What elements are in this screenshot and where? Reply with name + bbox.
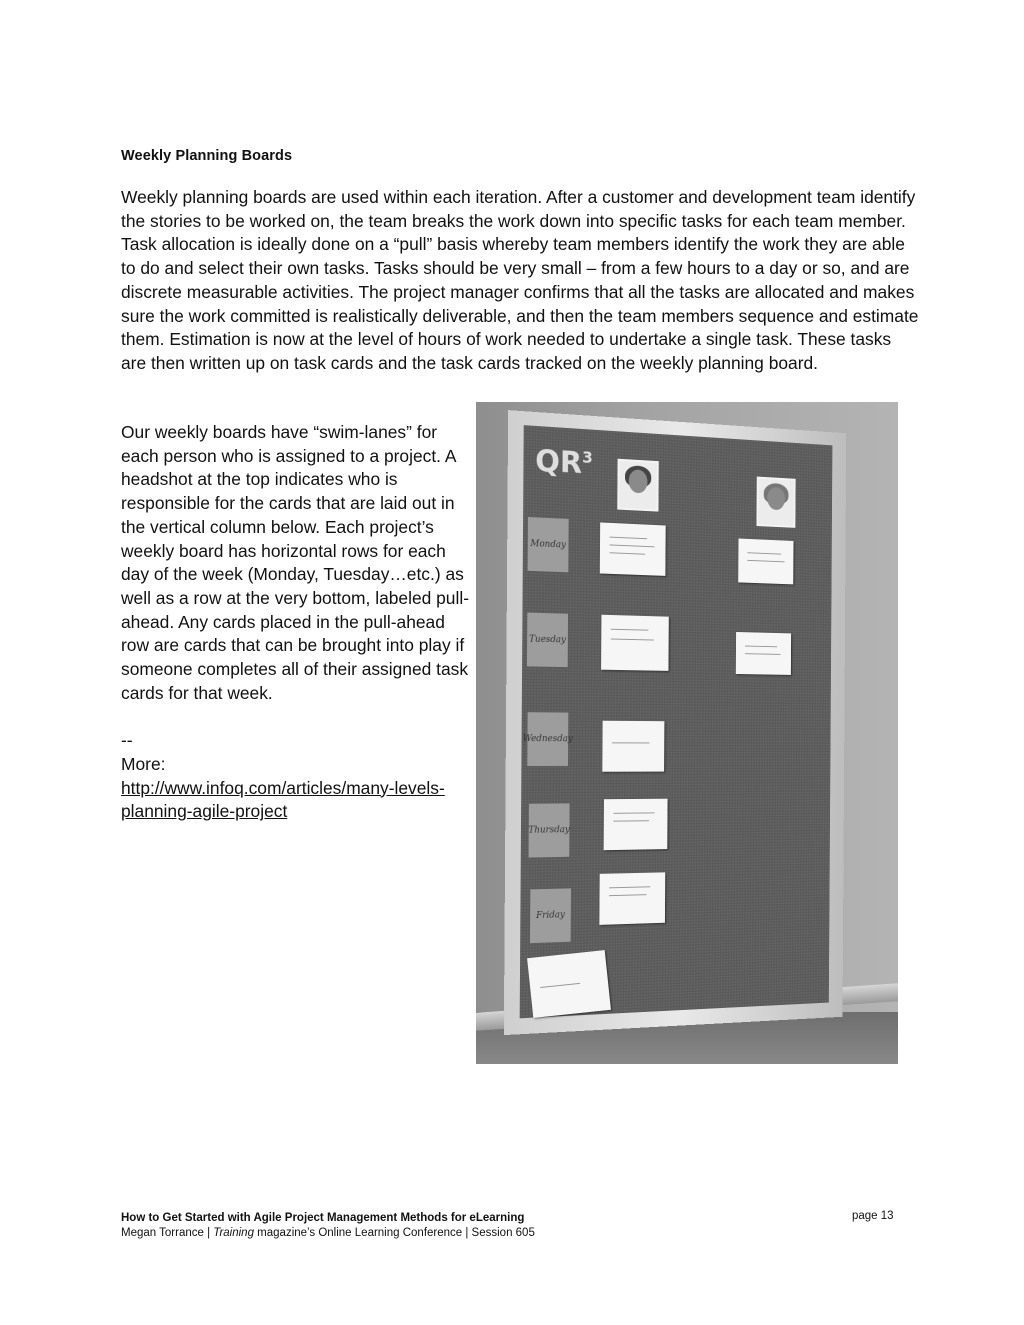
- page-number: page 13: [852, 1210, 894, 1222]
- headshot-photo: [617, 459, 658, 512]
- task-card: [604, 799, 668, 851]
- section-heading: Weekly Planning Boards: [121, 148, 293, 164]
- swimlane-paragraph: Our weekly boards have “swim-lanes” for each person who is assigned to a project. A headshot at the top indicates who is responsible for the cards that are laid out in the vertical column below. Each project’s weekly board has horizontal rows for each day of the week (Monday, Tuesday…etc.) as well as a row at the very bottom, labeled pull-ahead. Any cards placed in the pull-ahead row are cards that can be brought into play if someone completes all of their assigned task cards for that week.: [121, 422, 469, 703]
- more-label: More:: [121, 753, 166, 774]
- planning-board-photo: [476, 402, 898, 1064]
- task-card: [599, 872, 665, 925]
- swimlane-description: [121, 421, 471, 824]
- day-label-friday: Friday: [530, 888, 571, 943]
- headshot-photo: [756, 477, 795, 528]
- corkboard: [520, 425, 833, 1018]
- day-label-monday: Monday: [528, 517, 569, 572]
- day-label-wednesday: Wednesday: [527, 712, 568, 766]
- separator: --: [121, 730, 133, 751]
- footer-subtitle: Megan Torrance | Training magazine’s Online Learning Conference | Session 605: [121, 1227, 535, 1239]
- more-link[interactable]: http://www.infoq.com/articles/many-levels- planning-agile-project: [121, 777, 445, 822]
- board-frame: [504, 410, 846, 1035]
- task-card: [602, 721, 664, 772]
- intro-paragraph: Weekly planning boards are used within each iteration. After a customer and development team identify the stories to be worked on, the team breaks the work down into specific tasks for each team member. Task allocation is ideally done on a “pull” basis whereby team members identify the work they are able to do and select their own tasks. Tasks should be very small – from a few hours to a day or so, and are discrete measurable activities. The project manager confirms that all the tasks are allocated and makes sure the work committed is realistically deliverable, and then the team members sequence and estimate them. Estimation is now at the level of hours of work needed to undertake a single task. These tasks are then written up on task cards and the task cards tracked on the weekly planning board.: [121, 187, 919, 373]
- qr3-logo: $QR^3$: [535, 443, 593, 482]
- task-card: [600, 522, 666, 575]
- day-label-tuesday: Tuesday: [527, 613, 568, 668]
- task-card: [601, 615, 669, 671]
- task-card: [736, 632, 791, 675]
- day-label-thursday: Thursday: [529, 803, 570, 857]
- task-card: [738, 539, 793, 585]
- pull-ahead-card: [527, 950, 611, 1018]
- footer-title: How to Get Started with Agile Project Management Methods for eLearning: [121, 1212, 525, 1224]
